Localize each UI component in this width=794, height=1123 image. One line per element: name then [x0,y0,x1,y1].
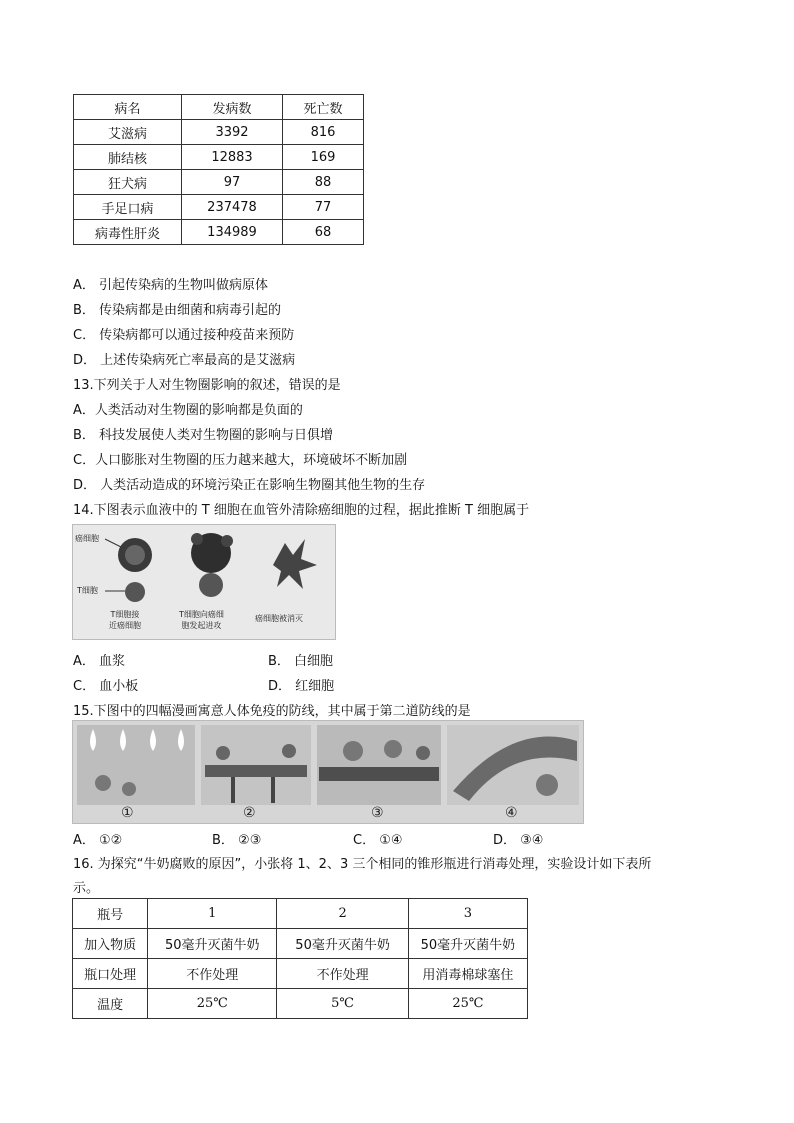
table-cell: 瓶号 [73,899,148,929]
pointer-line [105,539,121,547]
germ-shape [282,744,296,758]
q12-option-b: B． 传染病都是由细菌和病毒引起的 [73,303,282,318]
q15-option-d: D． ③④ [493,833,544,848]
t-cell-label: T细胞 [77,586,98,595]
q14-option-a: A． 血浆 [73,654,126,669]
germ-shape [216,746,230,760]
table-cell: 50毫升灭菌牛奶 [408,929,527,959]
destroyed-cell-shape [273,539,317,589]
stage3-caption: 癌细胞被消灭 [255,614,303,623]
table-cell: 不作处理 [148,959,277,989]
q14-stem: 14.下图表示血液中的 T 细胞在血管外清除癌细胞的过程，据此推断 T 细胞属于 [73,503,530,518]
table-cell: 816 [283,120,364,145]
table-cell: 77 [283,195,364,220]
t-cell-figure [72,524,336,640]
table-row [73,929,528,959]
antibody-cell-shape [536,774,558,796]
table-cell: 88 [283,170,364,195]
table-cell: 病毒性肝炎 [74,220,182,245]
q13-option-d: D． 人类活动造成的环境污染正在影响生物圈其他生物的生存 [73,478,426,493]
table-row [74,120,364,145]
table-cell: 25℃ [408,989,527,1019]
skin-layer-shape [205,765,307,777]
cancer-cell-bleb [221,535,233,547]
table-cell: 温度 [73,989,148,1019]
table-row [74,220,364,245]
table-cell: 50毫升灭菌牛奶 [148,929,277,959]
cancer-cell-label: 癌细胞 [75,534,99,543]
table-cell: 5℃ [277,989,408,1019]
mucosa-layer-shape [319,767,439,781]
q13-option-b: B． 科技发展使人类对生物圈的影响与日俱增 [73,428,334,443]
table-cell: 2 [277,899,408,929]
germ-shape [416,746,430,760]
q12-option-a: A． 引起传染病的生物叫做病原体 [73,278,269,293]
phagocyte-shape [343,741,363,761]
q15-stem: 15.下图中的四幅漫画寓意人体免疫的防线，其中属于第二道防线的是 [73,704,471,719]
germ-shape [122,782,136,796]
panel-label-1: ① [121,805,134,821]
milk-experiment-table [72,898,528,1019]
q14-option-b: B． 白细胞 [268,654,334,669]
q16-stem-line1: 16. 为探究“牛奶腐败的原因”，小张将 1、2、3 三个相同的锥形瓶进行消毒处理，实验设计如下表所 [73,857,652,872]
stage2-caption: T细胞向癌细 胞发起进攻 [179,610,224,630]
table-cell: 169 [283,145,364,170]
table-cell: 用消毒棉球塞住 [408,959,527,989]
t-cell-shape [125,582,145,602]
table-cell: 不作处理 [277,959,408,989]
table-cell: 瓶口处理 [73,959,148,989]
q13-option-c: C．人口膨胀对生物圈的压力越来越大，环境破坏不断加剧 [73,453,408,468]
q14-option-c: C． 血小板 [73,679,139,694]
table-cell: 12883 [182,145,283,170]
table-row [73,899,528,929]
panel-label-3: ③ [371,805,384,821]
table-header-cell: 病名 [74,95,182,120]
table-cell: 134989 [182,220,283,245]
table-cell: 25℃ [148,989,277,1019]
q15-option-c: C． ①④ [353,833,403,848]
immunity-comic-figure [72,720,584,824]
table-row [73,959,528,989]
panel-label-2: ② [243,805,256,821]
table-cell: 3 [408,899,527,929]
comic-panel-3 [317,725,441,805]
q12-option-d: D． 上述传染病死亡率最高的是艾滋病 [73,353,296,368]
q16-stem-line2: 示。 [73,881,100,896]
table-row [74,145,364,170]
cancer-nucleus-shape [125,545,145,565]
t-cell-shape [199,573,223,597]
table-cell: 3392 [182,120,283,145]
phagocyte-shape [384,740,402,758]
table-cell: 68 [283,220,364,245]
table-cell: 加入物质 [73,929,148,959]
cancer-cell-bleb [191,533,203,545]
table-row [73,989,528,1019]
table-cell: 237478 [182,195,283,220]
table-header-row [74,95,364,120]
q13-option-a: A．人类活动对生物圈的影响都是负面的 [73,403,303,418]
table-cell: 50毫升灭菌牛奶 [277,929,408,959]
table-row [74,195,364,220]
table-cell: 手足口病 [74,195,182,220]
disease-table [73,94,364,245]
table-cell: 狂犬病 [74,170,182,195]
q12-option-c: C． 传染病都可以通过接种疫苗来预防 [73,328,295,343]
q14-option-d: D． 红细胞 [268,679,335,694]
germ-shape [95,775,111,791]
table-cell: 97 [182,170,283,195]
table-cell: 1 [148,899,277,929]
stage1-caption: T细胞接 近癌细胞 [109,610,141,630]
q15-option-b: B． ②③ [212,833,262,848]
table-cell: 艾滋病 [74,120,182,145]
table-header-cell: 发病数 [182,95,283,120]
panel-label-4: ④ [505,805,518,821]
q13-stem: 13.下列关于人对生物圈影响的叙述，错误的是 [73,378,341,393]
table-cell: 肺结核 [74,145,182,170]
table-header-cell: 死亡数 [283,95,364,120]
table-row [74,170,364,195]
q15-option-a: A． ①② [73,833,123,848]
